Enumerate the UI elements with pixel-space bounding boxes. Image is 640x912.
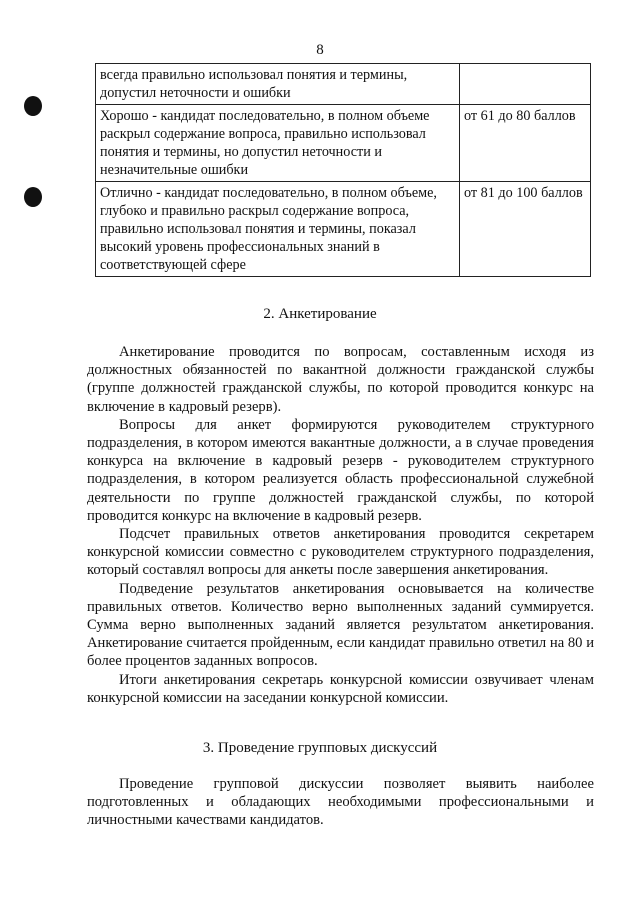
table-row xyxy=(96,182,591,277)
table-cell-score xyxy=(460,64,591,105)
table-cell-description: Отлично - кандидат последовательно, в полном объеме, глубоко и правильно раскрыл содержание вопроса, правильно использовал понятия и термины, показал высокий уровень профессиональных знаний в соответствующей сфере xyxy=(96,182,460,277)
grading-table xyxy=(95,63,591,277)
table-cell-description: Хорошо - кандидат последовательно, в полном объеме раскрыл содержание вопроса, правильно использовал понятия и термины, но допустил неточности и незначительные ошибки xyxy=(96,105,460,182)
section-title: 2. Анкетирование xyxy=(263,306,377,322)
page-number: 8 xyxy=(316,42,324,58)
section-title: 3. Проведение групповых дискуссий xyxy=(202,740,438,756)
punch-hole-mark xyxy=(24,187,42,207)
paragraph: Проведение групповой дискуссии позволяет выявить наиболее подготовленных и обладающих необходимыми профессиональными и личностными качествами кандидатов. xyxy=(87,776,594,829)
table-cell-description: всегда правильно использовал понятия и термины, допустил неточности и ошибки xyxy=(96,64,460,105)
table-cell-score: от 61 до 80 баллов xyxy=(460,105,591,182)
paragraph: Вопросы для анкет формируются руководителем структурного подразделения, в котором имеются вакантные должности, а в случае проведения конкурса на включение в кадровый резерв - руководителем структурного подразделения, в котором реализуется область профессиональной служебной деятельности по группе должностей гражданской службы, по которой проводится конкурс на включение в кадровый резерв. xyxy=(87,416,594,524)
table-row xyxy=(96,105,591,182)
paragraph: Анкетирование проводится по вопросам, составленным исходя из должностных обязанностей по вакантной должности гражданской службы (группе должностей гражданской службы, по которой проводится конкурс на включение в кадровый резерв). xyxy=(87,344,594,415)
paragraph: Подсчет правильных ответов анкетирования проводится секретарем конкурсной комиссии совместно с руководителем структурного подразделения, который составлял вопросы для анкеты после завершения анкетирования. xyxy=(87,526,594,579)
paragraph: Итоги анкетирования секретарь конкурсной комиссии озвучивает членам конкурсной комиссии на заседании конкурсной комиссии. xyxy=(87,671,594,706)
table-row xyxy=(96,64,591,105)
paragraph: Подведение результатов анкетирования основывается на количестве правильных ответов. Количество верно выполненных заданий суммируется. Сумма верно выполненных заданий является результатом анкетирования. Анкетирование считается пройденным, если кандидат правильно ответил на 80 и более процентов заданных вопросов. xyxy=(87,580,594,670)
section-body xyxy=(87,775,594,830)
punch-hole-mark xyxy=(24,96,42,116)
section-body xyxy=(87,343,594,707)
table-cell-score: от 81 до 100 баллов xyxy=(460,182,591,277)
